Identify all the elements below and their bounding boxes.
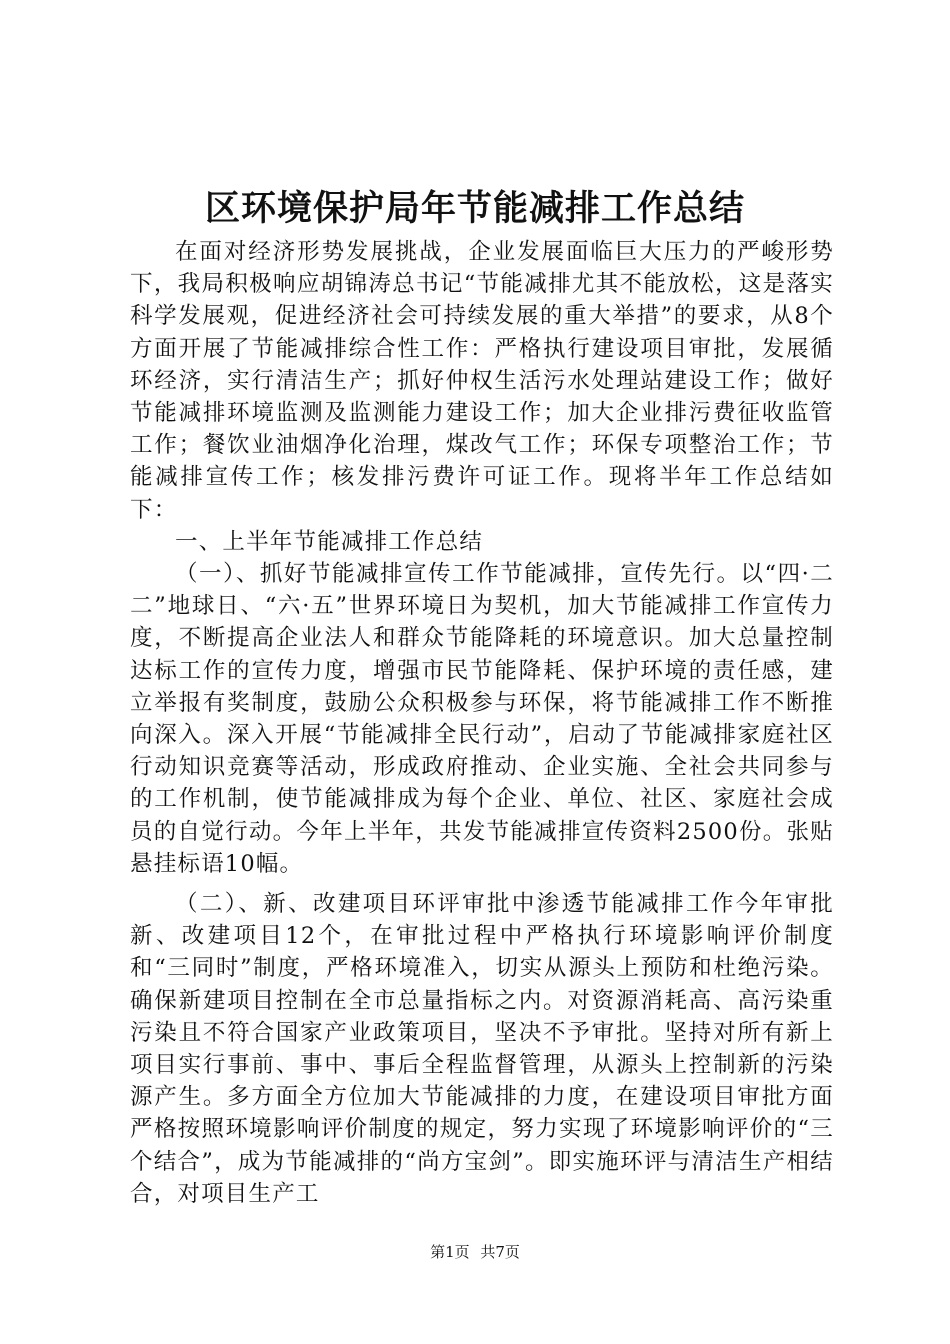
page-total: 共7页: [480, 1243, 520, 1261]
document-title: 区环境保护局年节能减排工作总结: [204, 188, 745, 229]
page-number: 第1页: [430, 1243, 470, 1261]
paragraph-project-approval: （二）、新、改建项目环评审批中渗透节能减排工作今年审批新、改建项目12个，在审批过程中严格执行环境影响评价制度和“三同时”制度，严格环境准入，切实从源头上预防和杜绝污染。确保新建项目控制在全市总量指标之内。对资源消耗高、高污染重污染且不符合国家产业政策项目，坚决不予审批。坚持对所有新上项目实行事前、事中、事后全程监督管理，从源头上控制新的污染源产生。多方面全方位加大节能减排的力度，在建设项目审批方面严格按照环境影响评价制度的规定，努力实现了环境影响评价的“三个结合”，成为节能减排的“尚方宝剑”。即实施环评与清洁生产相结合，对项目生产工: [130, 891, 834, 1207]
page-footer: [0, 1242, 950, 1262]
intro-paragraph: 在面对经济形势发展挑战，企业发展面临巨大压力的严峻形势下，我局积极响应胡锦涛总书记“节能减排尤其不能放松，这是落实科学发展观，促进经济社会可持续发展的重大举措”的要求，从8个方面开展了节能减排综合性工作：严格执行建设项目审批，发展循环经济，实行清洁生产；抓好仲权生活污水处理站建设工作；做好节能减排环境监测及监测能力建设工作；加大企业排污费征收监管工作；餐饮业油烟净化治理，煤改气工作；环保专项整治工作；节能减排宣传工作；核发排污费许可证工作。现将半年工作总结如下：: [130, 239, 834, 523]
section-heading: 一、上半年节能减排工作总结: [175, 528, 484, 555]
paragraph-publicity: （一）、抓好节能减排宣传工作节能减排，宣传先行。以“四·二二”地球日、“六·五”世界环境日为契机，加大节能减排工作宣传力度，不断提高企业法人和群众节能降耗的环境意识。加大总量控制达标工作的宣传力度，增强市民节能降耗、保护环境的责任感，建立举报有奖制度，鼓励公众积极参与环保，将节能减排工作不断推向深入。深入开展“节能减排全民行动”，启动了节能减排家庭社区行动知识竞赛等活动，形成政府推动、企业实施、全社会共同参与的工作机制，使节能减排成为每个企业、单位、社区、家庭社会成员的自觉行动。今年上半年，共发节能减排宣传资料2500份。张贴悬挂标语10幅。: [130, 561, 834, 877]
document-body: [130, 236, 834, 1210]
